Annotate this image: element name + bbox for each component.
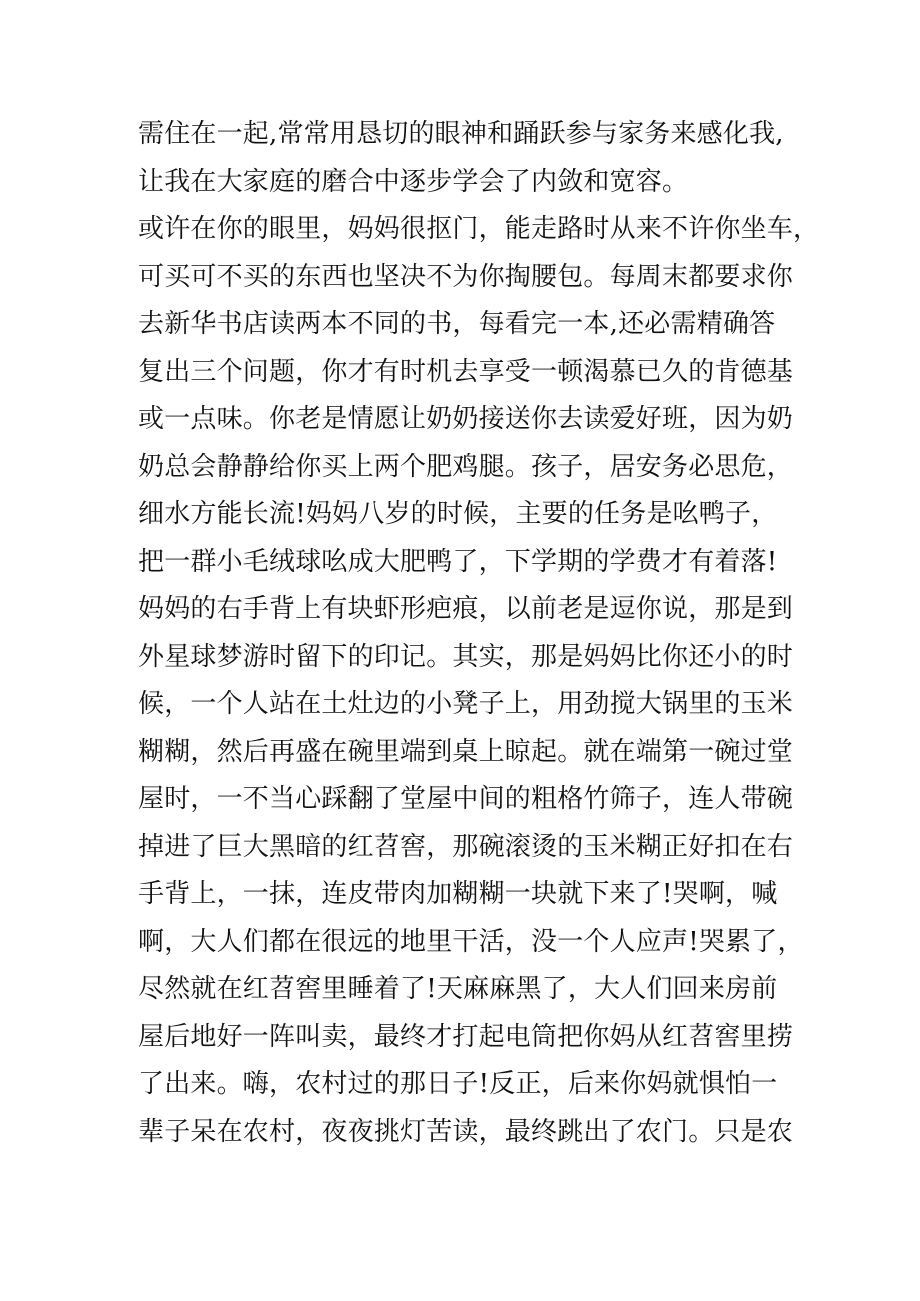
text-line: 让我在大家庭的磨合中逐步学会了内敛和宽容。 [138, 166, 689, 197]
text-line: 尽然就在红苕窖里睡着了!天麻麻黑了，大人们回来房前 [138, 974, 778, 1004]
text-line: 奶总会静静给你买上两个肥鸡腿。孩子，居安务必思危， [138, 451, 794, 482]
text-line: 去新华书店读两本不同的书，每看完一本,还必需精确答 [138, 309, 776, 339]
text-line: 把一群小毛绒球吆成大肥鸭了，下学期的学费才有着落! [138, 546, 778, 577]
text-line: 掉进了巨大黑暗的红苕窖，那碗滚烫的玉米糊正好扣在右 [138, 831, 794, 862]
text-line: 糊糊，然后再盛在碗里端到桌上晾起。就在端第一碗过堂 [138, 736, 794, 767]
text-line: 或许在你的眼里，妈妈很抠门，能走路时从来不许你坐车， [138, 214, 820, 244]
text-line: 妈妈的右手背上有块虾形疤痕，以前老是逗你说，那是到 [138, 594, 794, 624]
text-line: 候，一个人站在土灶边的小凳子上，用劲搅大锅里的玉米 [138, 689, 794, 719]
text-line: 或一点味。你老是情愿让奶奶接送你去读爱好班，因为奶 [138, 404, 794, 434]
text-line: 了出来。嗨，农村过的那日子!反正，后来你妈就惧怕一 [138, 1069, 778, 1099]
text-line: 需住在一起,常常用恳切的眼神和踊跃参与家务来感化我, [138, 119, 784, 149]
text-line: 屋后地好一阵叫卖，最终才打起电筒把你妈从红苕窖里捞 [138, 1021, 794, 1052]
text-line: 手背上，一抹，连皮带肉加糊糊一块就下来了!哭啊，喊 [138, 879, 778, 909]
text-line: 复出三个问题，你才有时机去享受一顿渴慕已久的肯德基 [138, 356, 794, 387]
text-line: 细水方能长流!妈妈八岁的时候，主要的任务是吆鸭子， [138, 499, 778, 529]
text-line: 啊，大人们都在很远的地里干活，没一个人应声!哭累了， [138, 926, 804, 957]
text-line: 外星球梦游时留下的印记。其实，那是妈妈比你还小的时 [138, 641, 794, 672]
text-line: 辈子呆在农村，夜夜挑灯苦读，最终跳出了农门。只是农 [138, 1116, 794, 1147]
text-line: 可买可不买的东西也坚决不为你掏腰包。每周末都要求你 [138, 261, 794, 292]
text-line: 屋时，一不当心踩翻了堂屋中间的粗格竹筛子，连人带碗 [138, 784, 794, 814]
body-text [138, 111, 820, 1156]
